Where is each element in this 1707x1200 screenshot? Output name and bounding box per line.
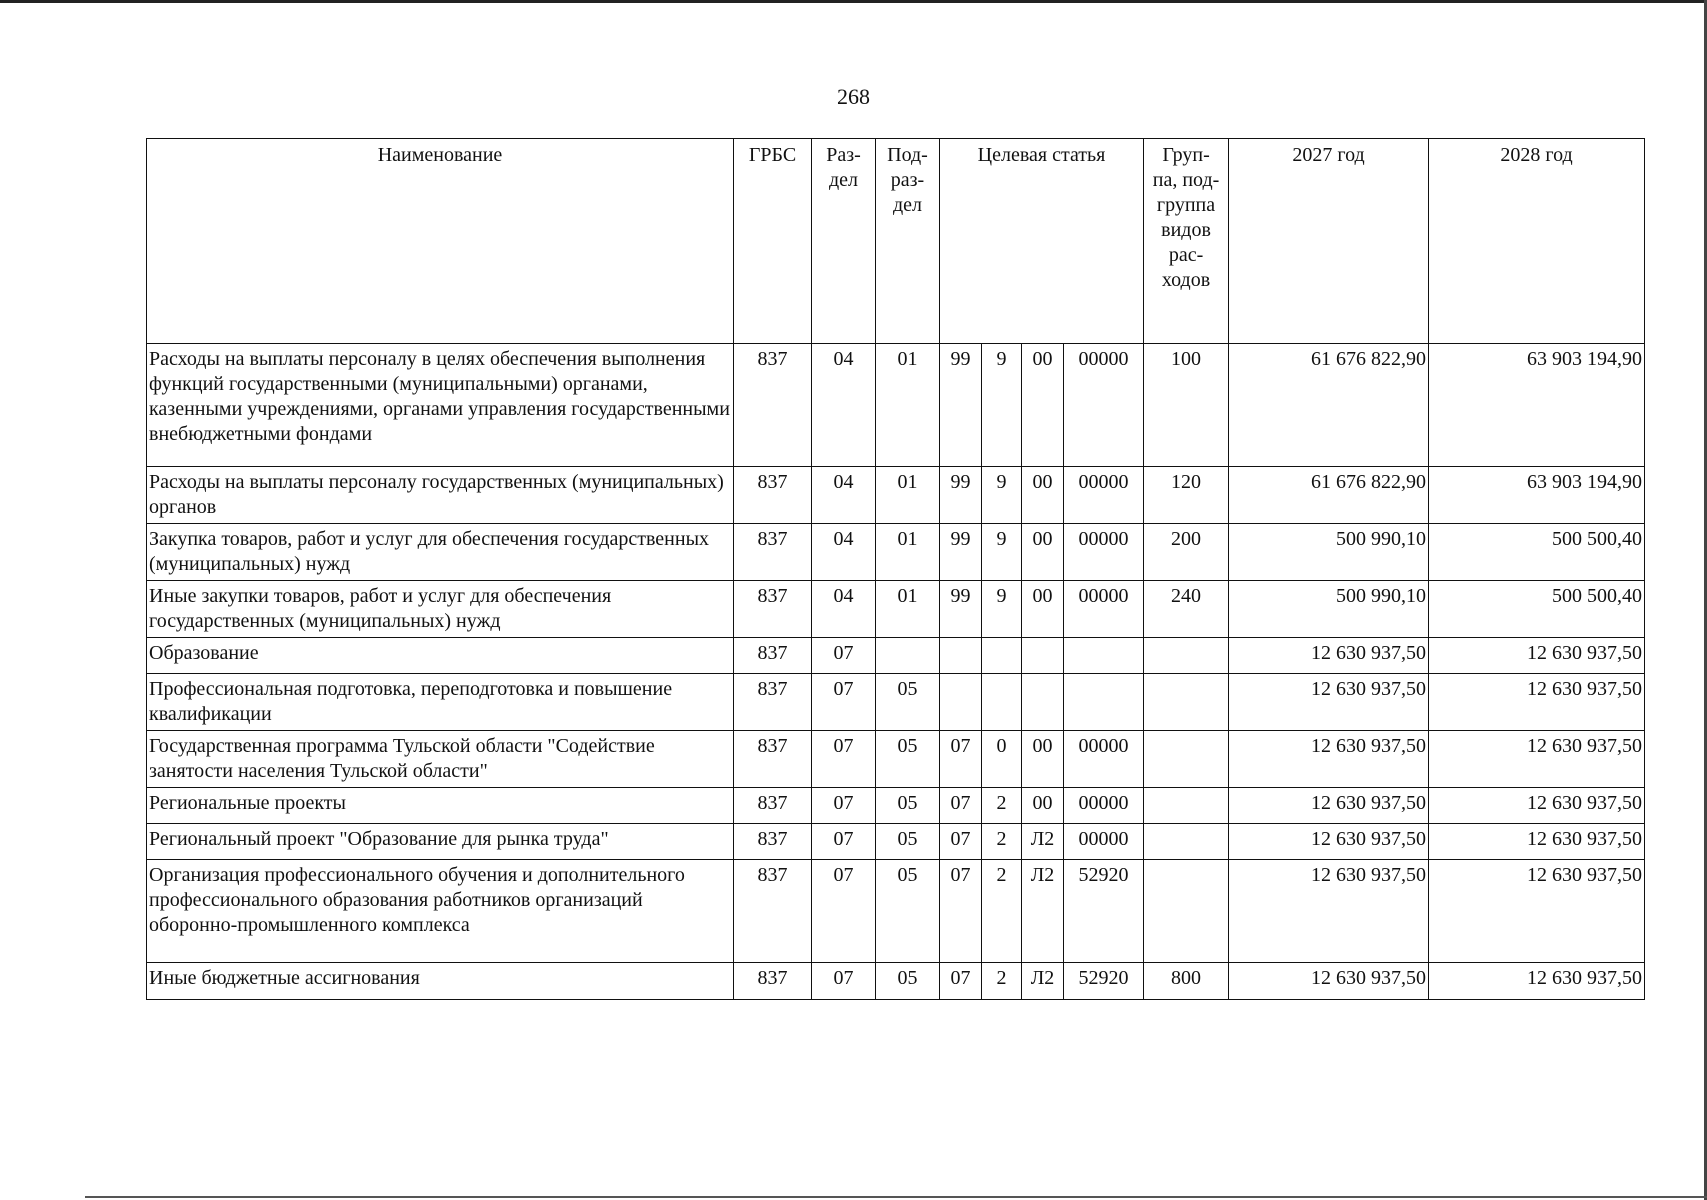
- cell-target-direction: 00: [1022, 581, 1064, 638]
- cell-name: Расходы на выплаты персоналу в целях обеспечения выполнения функций государственными (муниципальными) органами, казенными учреждениями, органами управления государственными внебюджетными фондами: [147, 344, 734, 467]
- cell-grbs: 837: [734, 344, 812, 467]
- cell-target-code: 00000: [1064, 731, 1144, 788]
- cell-target-direction: [1022, 674, 1064, 731]
- cell-target-program: 99: [940, 344, 982, 467]
- scan-edge-bottom: [85, 1196, 1707, 1198]
- cell-amount-2027: 500 990,10: [1229, 524, 1429, 581]
- cell-target-subprogram: 9: [982, 524, 1022, 581]
- cell-podrazdel: 01: [876, 581, 940, 638]
- cell-razdel: 04: [812, 467, 876, 524]
- cell-amount-2027: 12 630 937,50: [1229, 731, 1429, 788]
- cell-razdel: 07: [812, 674, 876, 731]
- cell-target-direction: 00: [1022, 344, 1064, 467]
- cell-expense-group: 240: [1144, 581, 1229, 638]
- cell-target-program: 99: [940, 467, 982, 524]
- cell-podrazdel: 05: [876, 963, 940, 1000]
- cell-amount-2028: 500 500,40: [1429, 524, 1645, 581]
- cell-amount-2028: 12 630 937,50: [1429, 788, 1645, 824]
- cell-podrazdel: 01: [876, 344, 940, 467]
- cell-target-code: [1064, 674, 1144, 731]
- cell-podrazdel: 05: [876, 674, 940, 731]
- cell-podrazdel: 05: [876, 860, 940, 963]
- cell-target-program: 07: [940, 860, 982, 963]
- cell-target-code: 00000: [1064, 467, 1144, 524]
- cell-razdel: 07: [812, 731, 876, 788]
- cell-name: Региональный проект "Образование для рынка труда": [147, 824, 734, 860]
- table-row: [147, 467, 1645, 524]
- header-name: Наименование: [147, 139, 734, 344]
- cell-target-direction: Л2: [1022, 860, 1064, 963]
- cell-expense-group: 120: [1144, 467, 1229, 524]
- cell-target-program: [940, 638, 982, 674]
- cell-target-code: 52920: [1064, 860, 1144, 963]
- table-row: [147, 344, 1645, 467]
- table-row: [147, 638, 1645, 674]
- cell-target-direction: 00: [1022, 788, 1064, 824]
- cell-target-subprogram: [982, 674, 1022, 731]
- cell-amount-2028: 12 630 937,50: [1429, 963, 1645, 1000]
- header-expense-group: Груп- па, под- группа видов рас- ходов: [1144, 139, 1229, 344]
- cell-expense-group: 800: [1144, 963, 1229, 1000]
- cell-target-subprogram: 0: [982, 731, 1022, 788]
- cell-target-subprogram: 9: [982, 467, 1022, 524]
- cell-podrazdel: 01: [876, 524, 940, 581]
- cell-amount-2027: 12 630 937,50: [1229, 674, 1429, 731]
- cell-grbs: 837: [734, 963, 812, 1000]
- cell-amount-2028: 500 500,40: [1429, 581, 1645, 638]
- cell-target-direction: Л2: [1022, 824, 1064, 860]
- cell-expense-group: [1144, 788, 1229, 824]
- cell-target-subprogram: 2: [982, 788, 1022, 824]
- header-2027: 2027 год: [1229, 139, 1429, 344]
- cell-name: Профессиональная подготовка, переподготовка и повышение квалификации: [147, 674, 734, 731]
- cell-podrazdel: 05: [876, 788, 940, 824]
- cell-expense-group: 100: [1144, 344, 1229, 467]
- header-grbs: ГРБС: [734, 139, 812, 344]
- cell-name: Организация профессионального обучения и дополнительного профессионального образования работников организаций оборонно-промышленного комплекса: [147, 860, 734, 963]
- cell-grbs: 837: [734, 824, 812, 860]
- cell-amount-2028: 12 630 937,50: [1429, 638, 1645, 674]
- cell-razdel: 07: [812, 638, 876, 674]
- cell-grbs: 837: [734, 674, 812, 731]
- cell-amount-2028: 12 630 937,50: [1429, 731, 1645, 788]
- cell-expense-group: 200: [1144, 524, 1229, 581]
- cell-expense-group: [1144, 824, 1229, 860]
- cell-amount-2028: 12 630 937,50: [1429, 674, 1645, 731]
- cell-expense-group: [1144, 731, 1229, 788]
- cell-target-subprogram: 9: [982, 344, 1022, 467]
- cell-razdel: 04: [812, 524, 876, 581]
- cell-razdel: 04: [812, 344, 876, 467]
- cell-amount-2027: 12 630 937,50: [1229, 963, 1429, 1000]
- cell-target-program: 07: [940, 788, 982, 824]
- cell-grbs: 837: [734, 467, 812, 524]
- cell-expense-group: [1144, 674, 1229, 731]
- table-row: [147, 788, 1645, 824]
- cell-amount-2027: 12 630 937,50: [1229, 824, 1429, 860]
- cell-amount-2027: 500 990,10: [1229, 581, 1429, 638]
- cell-target-code: 00000: [1064, 524, 1144, 581]
- cell-name: Образование: [147, 638, 734, 674]
- cell-target-program: [940, 674, 982, 731]
- cell-amount-2027: 61 676 822,90: [1229, 467, 1429, 524]
- cell-amount-2028: 12 630 937,50: [1429, 824, 1645, 860]
- cell-target-code: 00000: [1064, 824, 1144, 860]
- table-row: [147, 524, 1645, 581]
- cell-grbs: 837: [734, 581, 812, 638]
- cell-target-direction: Л2: [1022, 963, 1064, 1000]
- table-row: [147, 824, 1645, 860]
- cell-podrazdel: 05: [876, 824, 940, 860]
- cell-name: Закупка товаров, работ и услуг для обеспечения государственных (муниципальных) нужд: [147, 524, 734, 581]
- cell-target-program: 07: [940, 824, 982, 860]
- cell-razdel: 07: [812, 963, 876, 1000]
- cell-name: Региональные проекты: [147, 788, 734, 824]
- cell-amount-2027: 12 630 937,50: [1229, 638, 1429, 674]
- cell-razdel: 07: [812, 860, 876, 963]
- cell-target-subprogram: 2: [982, 963, 1022, 1000]
- cell-podrazdel: 01: [876, 467, 940, 524]
- cell-target-subprogram: [982, 638, 1022, 674]
- table-row: [147, 581, 1645, 638]
- cell-name: Государственная программа Тульской области "Содействие занятости населения Тульской области": [147, 731, 734, 788]
- header-razdel: Раз- дел: [812, 139, 876, 344]
- cell-name: Расходы на выплаты персоналу государственных (муниципальных) органов: [147, 467, 734, 524]
- table-header-row: [147, 139, 1645, 344]
- table-row: [147, 731, 1645, 788]
- cell-expense-group: [1144, 860, 1229, 963]
- cell-target-program: 99: [940, 524, 982, 581]
- cell-grbs: 837: [734, 731, 812, 788]
- cell-grbs: 837: [734, 638, 812, 674]
- cell-razdel: 07: [812, 788, 876, 824]
- cell-grbs: 837: [734, 860, 812, 963]
- header-podrazdel: Под- раз- дел: [876, 139, 940, 344]
- cell-grbs: 837: [734, 524, 812, 581]
- header-2028: 2028 год: [1429, 139, 1645, 344]
- scan-edge-top: [0, 0, 1707, 3]
- page-number: 268: [837, 84, 870, 109]
- cell-amount-2027: 61 676 822,90: [1229, 344, 1429, 467]
- cell-target-direction: 00: [1022, 524, 1064, 581]
- cell-amount-2028: 12 630 937,50: [1429, 860, 1645, 963]
- cell-target-code: 00000: [1064, 344, 1144, 467]
- cell-target-subprogram: 2: [982, 824, 1022, 860]
- cell-podrazdel: [876, 638, 940, 674]
- cell-target-program: 99: [940, 581, 982, 638]
- cell-amount-2027: 12 630 937,50: [1229, 788, 1429, 824]
- table-row: [147, 963, 1645, 1000]
- cell-expense-group: [1144, 638, 1229, 674]
- cell-amount-2028: 63 903 194,90: [1429, 344, 1645, 467]
- cell-target-code: [1064, 638, 1144, 674]
- cell-amount-2027: 12 630 937,50: [1229, 860, 1429, 963]
- cell-target-direction: [1022, 638, 1064, 674]
- cell-target-direction: 00: [1022, 731, 1064, 788]
- cell-podrazdel: 05: [876, 731, 940, 788]
- cell-target-program: 07: [940, 963, 982, 1000]
- cell-target-subprogram: 2: [982, 860, 1022, 963]
- cell-target-subprogram: 9: [982, 581, 1022, 638]
- cell-name: Иные закупки товаров, работ и услуг для обеспечения государственных (муниципальных) нужд: [147, 581, 734, 638]
- cell-target-code: 00000: [1064, 581, 1144, 638]
- table-row: [147, 860, 1645, 963]
- cell-target-code: 00000: [1064, 788, 1144, 824]
- table-row: [147, 674, 1645, 731]
- cell-target-program: 07: [940, 731, 982, 788]
- header-target-article: Целевая статья: [940, 139, 1144, 344]
- cell-grbs: 837: [734, 788, 812, 824]
- cell-target-direction: 00: [1022, 467, 1064, 524]
- cell-amount-2028: 63 903 194,90: [1429, 467, 1645, 524]
- cell-name: Иные бюджетные ассигнования: [147, 963, 734, 1000]
- budget-table: [146, 138, 1645, 1000]
- cell-razdel: 04: [812, 581, 876, 638]
- cell-target-code: 52920: [1064, 963, 1144, 1000]
- cell-razdel: 07: [812, 824, 876, 860]
